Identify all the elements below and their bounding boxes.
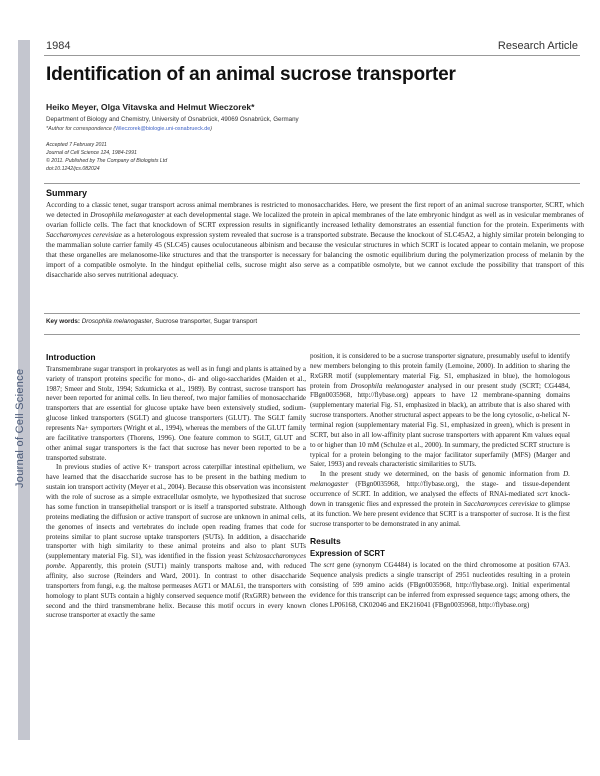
summary-part: at each developmental stage. We localized the protein in apical membranes of the late embryonic hindgut as well as in vesicular membranes of ovarian follicle cells. The fact that knockdown of SCRT expression results in significantly increased lethality demonstrates an essential function for the protein. Experiments with — [46, 211, 584, 229]
paragraph-part: In the present study we determined, on the basis of genomic information from — [320, 470, 564, 479]
paragraph-part: (FBgn0035968, http://flybase.org), the stage- and tissue-dependent occurrence of SCRT. In addition, we analysed the effects of RNAi-mediated — [310, 480, 570, 499]
article-type: Research Article — [497, 40, 578, 52]
summary-text — [46, 200, 584, 280]
copyright-note: © 2011. Published by The Company of Biologists Ltd — [46, 158, 168, 165]
keywords-label: Key words: — [46, 318, 80, 325]
affiliation: Department of Biology and Chemistry, University of Osnabrück, 49069 Osnabrück, Germany — [46, 116, 299, 123]
keywords — [46, 318, 257, 325]
paragraph-part: position, it is considered to be a sucrose transporter signature, presumably useful to identify new members belonging to this protein family (Lemoine, 2000). In addition to sharing the RxGRR motif (supplementary material Fig. S1, emphasized in blue), the homologous protein from — [310, 352, 570, 390]
species-drosophila: Drosophila melanogaster — [350, 381, 425, 390]
summary-part: as a heterologous expression system revealed that sucrose is a transported substrate. Because the knockout of SLC45A2, a highly similar protein belonging to the mammalian solute carrier family 45 (SLC45) causes oculocutaneous albinism and because the vesicular structures in which SCRT is located appear to contain melanin, we propose that these organelles are melanosome-like structures and that the transporter is necessary for balancing the osmotic equilibrium during the polymerization process of melanin by the import of a compatible osmolyte. In the hindgut epithelial cells, sucrose might also serve as a compatible osmolyte, but we cannot exclude the possibility that transport of this disaccharide also serves nutritional adequacy. — [46, 231, 584, 279]
keywords-rest: , Sucrose transporter, Sugar transport — [151, 318, 258, 325]
introduction-heading: Introduction — [46, 352, 96, 362]
intro-paragraph-3 — [310, 352, 570, 470]
summary-species: Drosophila melanogaster — [90, 211, 165, 219]
left-column — [46, 352, 306, 621]
intro-paragraph-1: Transmembrane sugar transport in prokaryotes as well as in fungi and plants is attained by a variety of transport proteins specific for mono-, di- and oligo-saccharides (Maiden et al., 1987; Smeer and Stolz, 1994; Szkutnicka et al., 1989). By contrast, sucrose transport has never been reported for animal cells. In lieu thereof, two major families of monosaccharide transporters that are essential for glucose uptake have been extensively studied, sodium-glucose linked transporters (SGLT) and glucose transporters (GLUT). The SGLT family represents Na+ symporters (Wright et al., 1994), whereas the members of the GLUT family are facilitative transporters (Thorens, 1996). One feature common to SGLT, GLUT and other animal sugar transporters is the fact that sucrose has never been reported to be a transported substrate. — [46, 364, 306, 462]
gene-scrt: scrt — [323, 561, 335, 570]
results-heading: Results — [310, 536, 341, 547]
correspondence-close: ) — [210, 126, 213, 132]
intro-paragraph-4 — [310, 470, 570, 529]
summary-yeast: Saccharomyces cerevisiae — [46, 231, 122, 239]
paragraph-part: analysed in our present study (SCRT; CG4484, FBgn0035968, http://flybase.org) appears to have 12 membrane-spanning domains (supplementary material Fig. S1, emphasized in black), an attribute that is also shared with sucrose transporters. Another structural aspect appears to be the long cytosolic, α-helical N-terminal region (supplementary material Fig. S1, emphasized in green), which is present in SCRT, but also in all low-affinity plant sucrose transporters with apparent Km values equal to or higher than 10 mM (Schulze et al., 2000). In summary, the predicted SCRT structure is typical for a protein belonging to the major facilitator superfamily (MFS) (Marger and Saier, 1993) and reveals characteristic similarities to SUTs. — [310, 381, 570, 469]
paragraph-part: knock-down in transgenic flies and expressed the protein in — [310, 490, 570, 508]
summary-part: According to a classic tenet, sugar transport across animal membranes is restricted to monosaccharides. Here, we present the first report of an animal sucrose transporter, SCRT, which we detected in — [46, 201, 584, 219]
keywords-bottom-rule — [44, 334, 580, 335]
paragraph-part: . Apparently, this protein (SUT1) mainly transports maltose and, with reduced affinity, also sucrose (Reinders and Ward, 2001). In contrast to other disaccharide transporters from fungi, e.g. the maltose permeases AGT1 or MAL61, the transporters with homology to plant SUTs contain a highly conserved sequence motif (RxGRR) between the second and the third transmembrane helix. Because this motif occurs in every known sucrose transporter at exactly the same — [46, 562, 306, 620]
summary-top-rule — [44, 183, 580, 184]
correspondence-note — [46, 126, 212, 132]
expression-subheading: Expression of SCRT — [310, 549, 385, 559]
right-column — [310, 352, 570, 611]
summary-heading: Summary — [46, 188, 88, 198]
doi: doi:10.1242/jcs.082024 — [46, 166, 100, 173]
species-d-melanogaster: D. melanogaster — [310, 470, 570, 489]
intro-paragraph-2 — [46, 463, 306, 621]
article-meta — [46, 141, 167, 173]
header-rule — [44, 55, 580, 56]
article-title: Identification of an animal sucrose transporter — [46, 64, 456, 85]
gene-scrt: scrt — [537, 490, 548, 499]
correspondence-email-link[interactable]: Wieczorek@biologie.uni-osnabrueck.de — [115, 126, 211, 132]
correspondence-label: *Author for correspondence ( — [46, 126, 116, 132]
keywords-rule — [44, 313, 580, 314]
journal-name-vertical: Journal of Cell Science — [14, 368, 26, 488]
accepted-date: Accepted 7 February 2011 — [46, 142, 107, 148]
species-yeast: Saccharomyces cerevisiae — [463, 499, 538, 508]
paragraph-part: The — [310, 561, 324, 570]
results-paragraph-1 — [310, 561, 570, 610]
author-list: Heiko Meyer, Olga Vitavska and Helmut Wieczorek* — [46, 102, 255, 112]
paragraph-part: to glimpse at its function. We here present evidence that SCRT is a transporter of sucrose. It is the first sucrose transporter to be demonstrated in any animal. — [310, 499, 570, 528]
journal-citation: Journal of Cell Science 124, 1984-1991 — [46, 150, 137, 157]
page-number: 1984 — [46, 40, 71, 52]
paragraph-part: In previous studies of active K+ transport across caterpillar intestinal epithelium, we have learned that the disaccharide sucrose has to be present in the bathing medium to sustain ion transport activity (Meyer et al., 2004). Because this observation was inconsistent with the role of sucrose as a simple extracellular osmolyte, we hypothesized that sucrose has some function in transepithelial transport or is itself a transported substrate. Although proteins mediating the diffusion or active transport of sucrose are unknown in animal cells, the genomes of insects and vertebrates do include open reading frames that code for proteins similar to plant sucrose uptake transporters (SUTs). In addition, a disaccharide transporter with high similarity to these animal proteins and also to plant SUTs (supplementary material Fig. S1), was identified in the fission yeast — [46, 463, 306, 561]
species-pombe: Schizosaccharomyces pombe — [46, 552, 306, 571]
keyword-species: Drosophila melanogaster — [81, 318, 152, 325]
paragraph-part: gene (synonym CG4484) is located on the third chromosome at position 67A3. Sequence analysis predicts a single transcript of 2951 nucleotides resulting in a protein consisting of 599 amino acids (FBgn0035968, http://flybase.org). Initial experimental evidence for this transcript can be inferred from expressed sequence tags; among others, the clones LP06168, CK02046 and EK216041 (FBgn0035968, http://flybase.org) — [310, 561, 570, 609]
